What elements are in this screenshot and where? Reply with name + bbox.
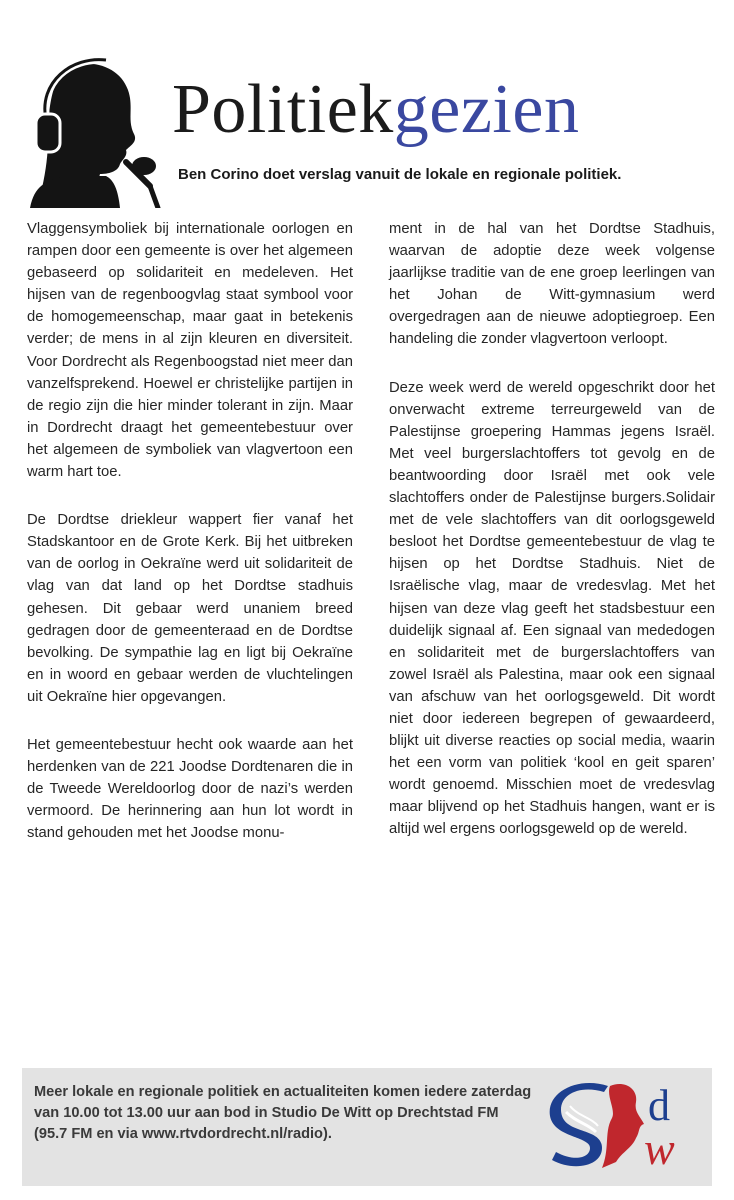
studio-de-witt-logo [540,1072,700,1182]
paragraph: ment in de hal van het Dordtse Stadhuis, waarvan de adoptie deze week volgense jaarlijkse traditie van de ene groep leerlingen van het Johan de Witt-gymnasium werd overgedragen aan de nieuwe adoptiegroep. Een handeling die zonder vlagvertoon verloopt. [389,221,715,348]
subtitle: Ben Corino doet verslag vanuit de lokale en regionale politiek. [178,166,622,183]
article-column-right [389,218,715,867]
title-accent: gezien [393,71,580,148]
paragraph: Vlaggensymboliek bij internationale oorlogen en rampen door een gemeente is over het algemeen gebaseerd op solidariteit en medeleven. Het hijsen van de regenboogvlag staat symbool voor de homogemeenschap, maar gaat in betekenis verder; de mens in al zijn kleuren en diversiteit. Voor Dordrecht als Regenboogstad niet meer dan vanzelfsprekend. Hoewel er christelijke partijen in de regio zijn die hier minder tolerant in zijn. Maar in Dordrecht draagt het gemeentebestuur over het algemeen de symboliek van vlagvertoon een warm hart toe. [27,221,353,481]
paragraph: Deze week werd de wereld opgeschrikt door het onverwacht extreme terreurgeweld van de Palestijnse groepering Hammas jegens Israël. Met veel burgerslachtoffers tot gevolg en de beantwoording door Israël met ook vele slachtoffers onder de Palestijnse burgers.Solidair met de vele slachtoffers van dit oorlogsgeweld besloot het Dordtse gemeentebestuur de vlag te hijsen op het Dordtse Stadhuis. Niet de Israëlische vlag, maar de vredesvlag. Met het hijsen van deze vlag geeft het stadsbestuur een duidelijk signaal af. Een signaal van mededogen en solidariteit met de burgerslachtoffers van zowel Israël als Palestina, maar ook een signaal van afschuw van het oorlogsgeweld. Dit wordt niet door iedereen begrepen of gewaardeerd, blijkt uit diverse reacties op social media, waarin het een vorm van politiek ‘kool en geit sparen’ wordt genoemd. Misschien moet de vredesvlag maar blijvend op het Stadhuis hangen, want er is altijd wel ergens oorlogsgeweld op de wereld. [389,379,715,838]
svg-text:d: d [648,1081,670,1130]
radio-host-silhouette-icon [22,58,162,208]
footer-banner [22,1068,712,1186]
header [0,0,734,200]
article-column-left [27,218,353,870]
paragraph: Het gemeentebestuur hecht ook waarde aan het herdenken van de 221 Joodse Dordtenaren die in de Tweede Wereldoorlog door de nazi’s werden vermoord. De herinnering aan hun lot wordt in stand gehouden met het Joodse monu- [27,736,353,842]
paragraph: De Dordtse driekleur wappert fier vanaf het Stadskantoor en de Grote Kerk. Bij het uitbreken van de oorlog in Oekraïne werd uit solidariteit de vlag van dat land op het Dordtse stadhuis gehesen. Dit gebaar werd unaniem breed gedragen door de gemeenteraad en de Dordtse bevolking. De sympathie lag en ligt bij Oekraïne en in woord en gebaar werden de vluchtelingen uit Oekraïne hier opgevangen. [27,512,353,705]
svg-text:w: w [644,1123,675,1174]
footer-text: Meer lokale en regionale politiek en actualiteiten komen iedere zaterdag van 10.00 tot 13.00 uur aan bod in Studio De Witt op Drechtstad FM (95.7 FM en via www.rtvdordrecht.nl/radio). [34,1084,532,1142]
page-title [172,72,579,148]
article-body [27,218,713,1058]
title-main: Politiek [172,71,394,148]
